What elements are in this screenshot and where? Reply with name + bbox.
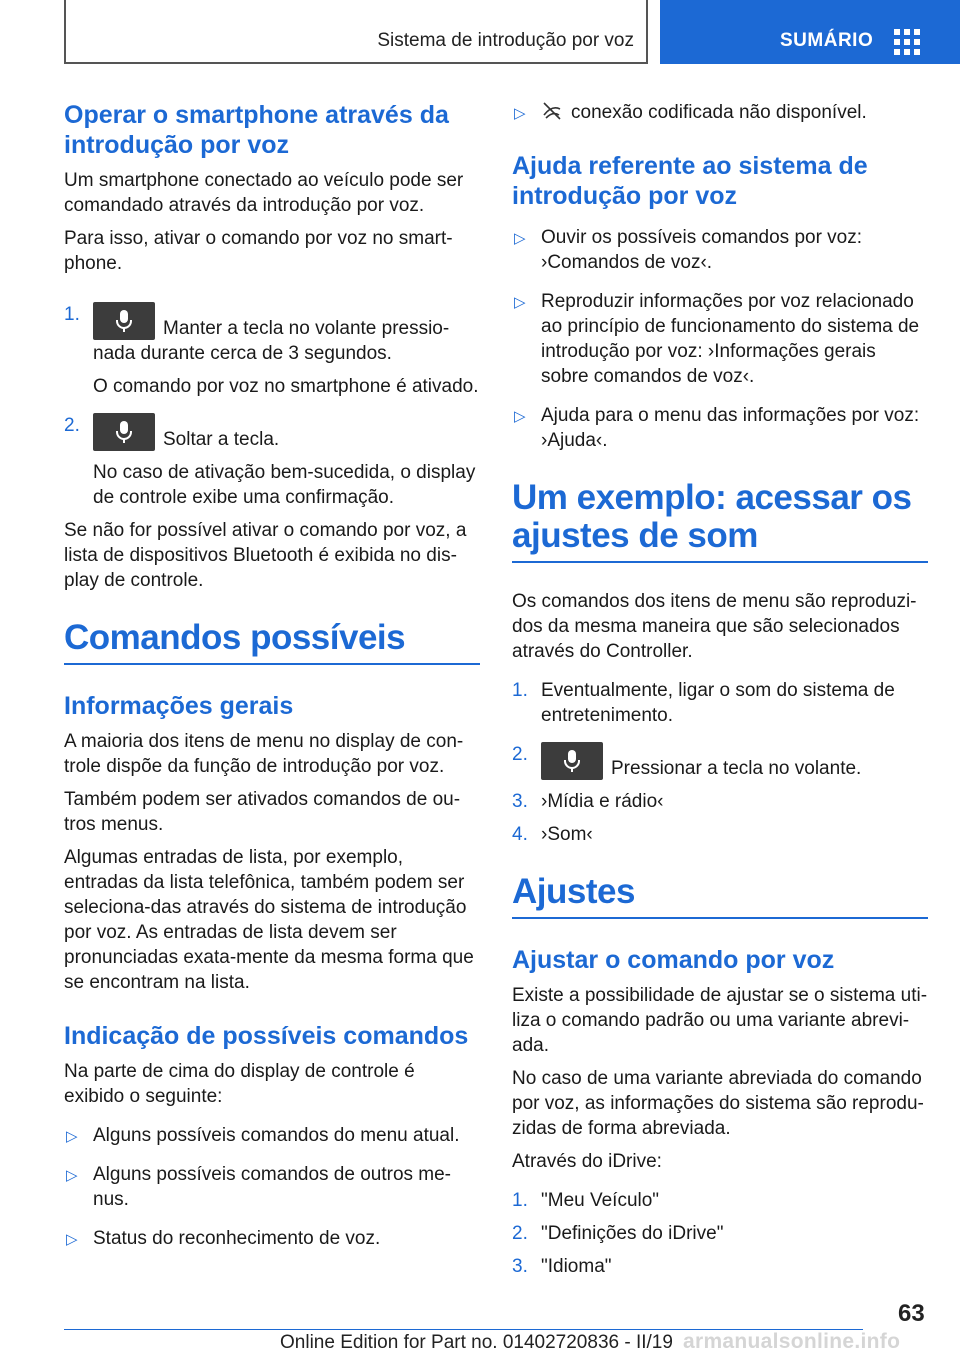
heading-ajustes: Ajustes [512,873,928,919]
paragraph: No caso de uma variante abreviada do comando por voz, as informações do sistema são reprodu-zidas de forma abreviada. [512,1068,924,1139]
heading-exemplo: Um exemplo: acessar os ajustes de som [512,479,928,563]
bullet-text: conexão codificada não disponível. [571,102,867,123]
step-number: 3. [512,791,528,812]
paragraph: Na parte de cima do display de controle é exibido o seguinte: [64,1061,415,1107]
bullet-item [512,403,928,453]
header-section-title: Sistema de introdução por voz [377,30,634,51]
paragraph: Os comandos dos itens de menu são reproduzi-dos da mesma maneira que são selecionados através do Controller. [512,591,917,662]
heading-info: Informações gerais [64,692,294,720]
voice-key-button-image [93,302,155,340]
microphone-icon [115,310,133,332]
list-item [512,678,928,728]
right-column [512,100,928,1279]
paragraph: Algumas entradas de lista, por exemplo, entradas da lista telefônica, também podem ser seleciona-das através do sistema de introdução por voz. As entradas de lista devem ser pronunciadas exata-mente da mesma forma que se encontram na lista. [64,847,474,993]
no-encryption-icon [541,101,563,121]
step-text: "Idioma" [541,1256,612,1277]
step-text: "Definições do iDrive" [541,1223,724,1244]
step-number: 3. [512,1256,528,1277]
paragraph: Através do iDrive: [512,1151,662,1172]
list-item [512,742,928,781]
microphone-icon [563,750,581,772]
step-number: 2. [512,1223,528,1244]
triangle-bullet-icon: ▷ [514,230,526,247]
triangle-bullet-icon: ▷ [66,1167,78,1184]
step-result: O comando por voz no smartphone é ativado. [93,376,479,397]
step-result: No caso de ativação bem-sucedida, o display de controle exibe uma confirmação. [93,462,476,508]
heading-ajustar: Ajustar o comando por voz [512,946,835,974]
triangle-bullet-icon: ▷ [66,1231,78,1248]
paragraph: Existe a possibilidade de ajustar se o sistema uti-liza o comando padrão ou uma variante abrevi-ada. [512,985,928,1056]
list-item [64,302,480,366]
step-number: 2. [512,744,528,765]
left-column [64,100,480,1251]
step-text: Eventualmente, ligar o som do sistema de entretenimento. [541,680,895,726]
list-item [512,822,928,847]
step-number: 2. [64,415,80,436]
bullet-item [512,100,928,125]
step-number: 4. [512,824,528,845]
triangle-bullet-icon: ▷ [66,1128,78,1145]
bullet-text: Status do reconhecimento de voz. [93,1228,381,1249]
bullet-text: Ouvir os possíveis comandos por voz: ›Comandos de voz‹. [541,227,863,273]
voice-key-button-image [541,742,603,780]
summary-label: SUMÁRIO [780,30,874,51]
bullet-text: Ajuda para o menu das informações por voz: ›Ajuda‹. [541,405,920,451]
bullet-item [64,1162,480,1212]
list-item-sub [64,460,480,510]
list-item [512,1221,928,1246]
list-item [64,413,480,452]
voice-key-button-image [93,413,155,451]
step-text: ›Mídia e rádio‹ [541,791,664,812]
list-item [512,1188,928,1213]
step-number: 1. [512,680,528,701]
step-number: 1. [512,1190,528,1211]
paragraph: Para isso, ativar o comando por voz no smart-phone. [64,228,453,274]
triangle-bullet-icon: ▷ [514,408,526,425]
step-text: Manter a tecla no volante pressio-nada durante cerca de 3 segundos. [93,318,450,364]
microphone-icon [115,421,133,443]
bullet-text: Alguns possíveis comandos do menu atual. [93,1125,460,1146]
triangle-bullet-icon: ▷ [514,294,526,311]
bullet-item [512,289,928,389]
summary-nav-button[interactable] [660,0,960,64]
paragraph: A maioria dos itens de menu no display de con-trole dispõe da função de introdução por voz. [64,731,464,777]
watermark: armanualsonline.info [683,1330,901,1353]
list-item-sub [64,374,480,399]
paragraph: Também podem ser ativados comandos de ou-tros menus. [64,789,461,835]
triangle-bullet-icon: ▷ [514,105,526,122]
bullet-text: Alguns possíveis comandos de outros me-nus. [93,1164,452,1210]
page-number: 63 [898,1300,925,1327]
step-text: Pressionar a tecla no volante. [611,758,862,779]
bullet-item [64,1226,480,1251]
heading-ajuda: Ajuda referente ao sistema de introdução por voz [512,152,868,210]
list-item [512,1254,928,1279]
paragraph: Um smartphone conectado ao veículo pode ser comandado através da introdução por voz. [64,170,464,216]
paragraph: Se não for possível ativar o comando por voz, a lista de dispositivos Bluetooth é exibida no dis-play de controle. [64,520,467,591]
grid-icon [894,29,920,55]
bullet-text: Reproduzir informações por voz relacionado ao princípio de funcionamento do sistema de introdução por voz: ›Informações gerais sobre comandos de voz‹. [541,291,920,387]
bullet-item [64,1123,480,1148]
bullet-item [512,225,928,275]
step-number: 1. [64,304,80,325]
step-text: ›Som‹ [541,824,593,845]
heading-comandos: Comandos possíveis [64,619,480,665]
step-text: "Meu Veículo" [541,1190,660,1211]
footer-edition: Online Edition for Part no. 01402720836 - II/19 [280,1332,673,1353]
heading-smartphone: Operar o smartphone através da introdução por voz [64,101,449,159]
header-section-box [64,0,648,64]
step-text: Soltar a tecla. [163,429,280,450]
heading-indicacao: Indicação de possíveis comandos [64,1022,469,1050]
list-item [512,789,928,814]
